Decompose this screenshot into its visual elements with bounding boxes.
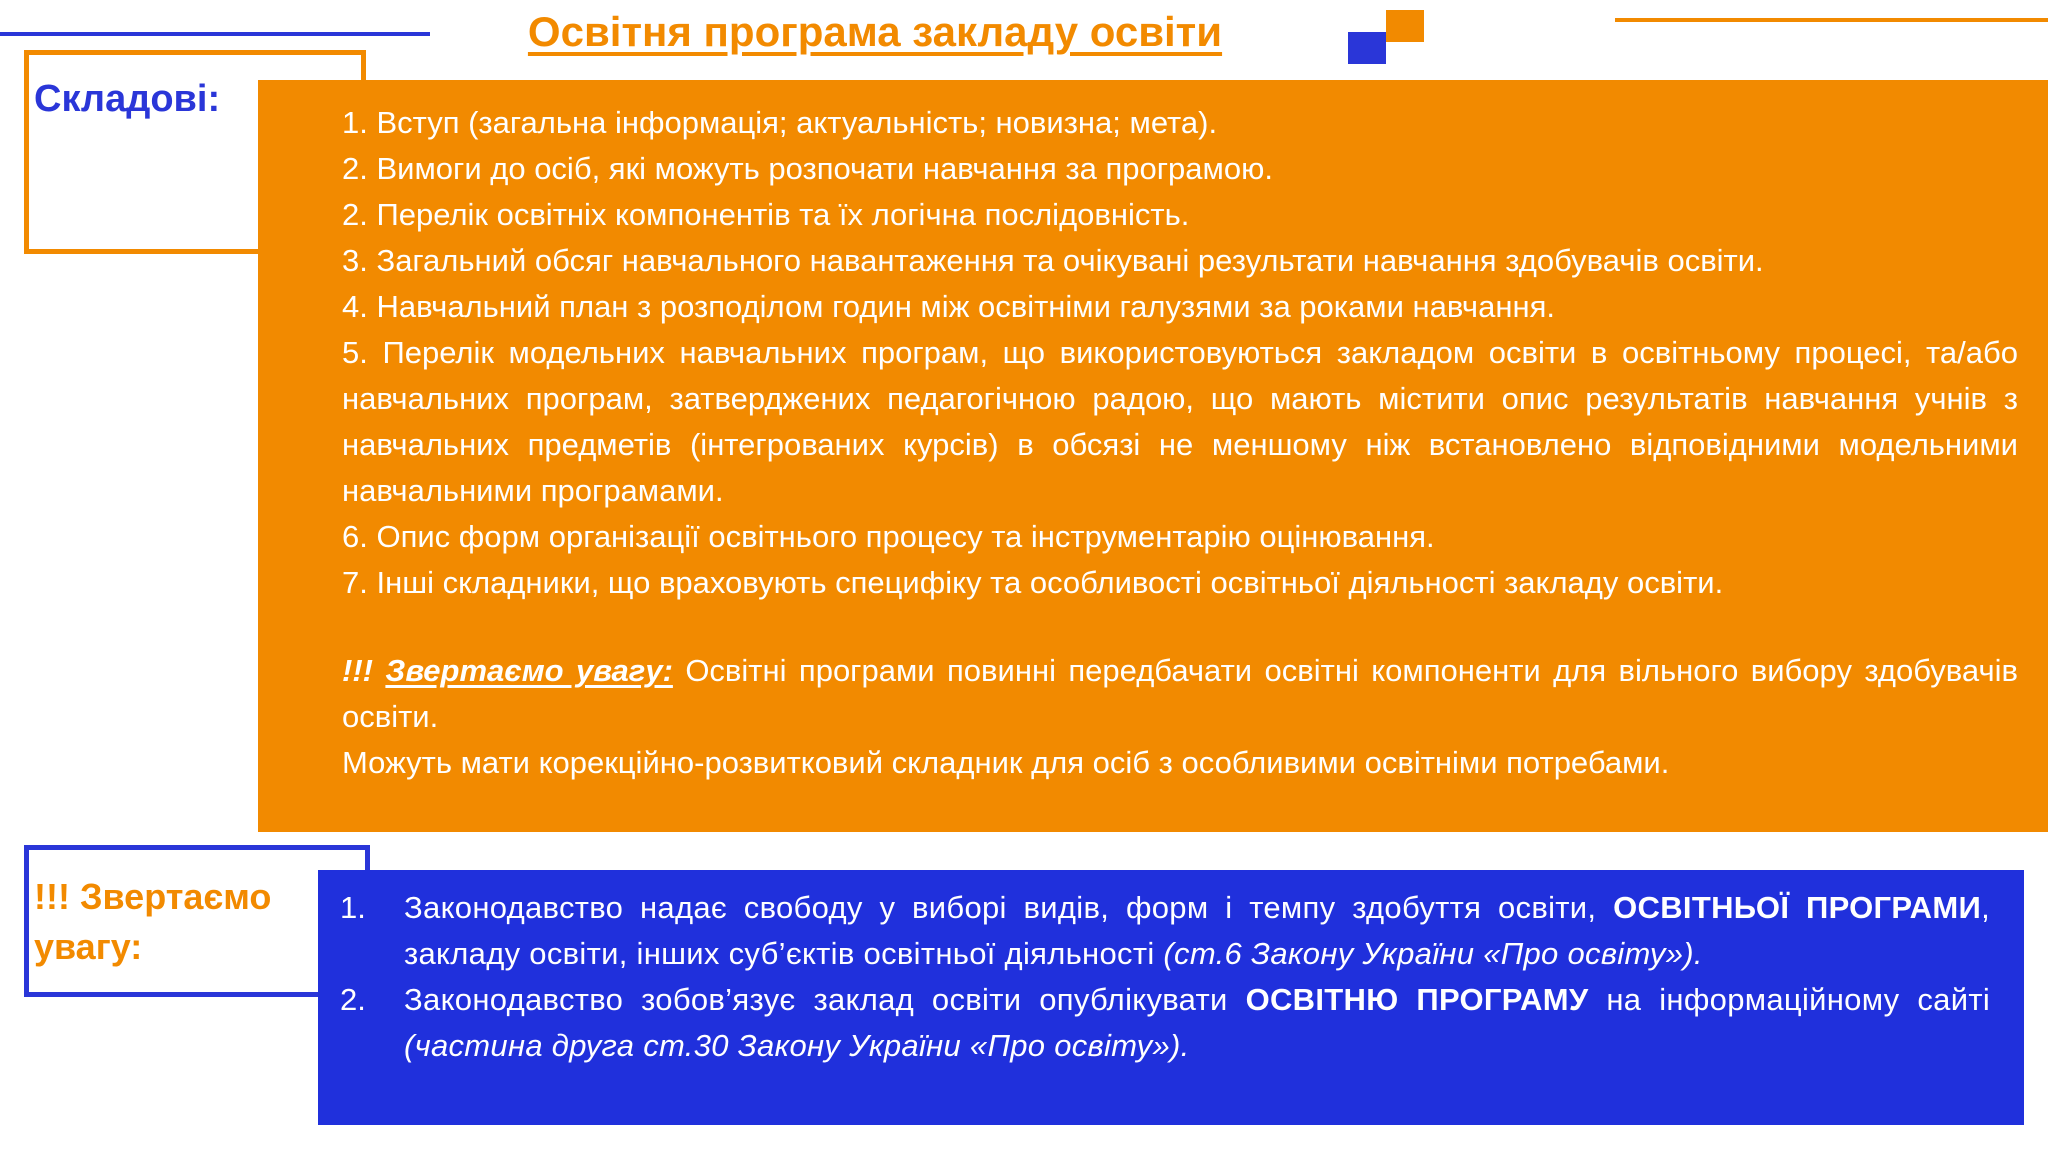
list-item: 2. Вимоги до осіб, які можуть розпочати навчання за програмою. xyxy=(342,151,1273,186)
list-item: 5. Перелік модельних навчальних програм, що використовуються закладом освіти в освітньому процесі, та/або навчальних програм, затверджених педагогічною радою, що мають містити опис результатів навчання учнів з навчальних предметів (інтегрованих курсів) в обсязі не меншому ніж встановлено відповідними модельними навчальними програмами. xyxy=(342,335,2018,508)
item-number: 1. xyxy=(340,890,366,925)
blue-square-decoration xyxy=(1348,32,1386,64)
list-item: 1. Вступ (загальна інформація; актуальність; новизна; мета). xyxy=(342,105,1218,140)
item-text: Законодавство зобов’язує заклад освіти опублікувати ОСВІТНЮ ПРОГРАМУ на інформаційному сайті (частина друга ст.30 Закону України «Про освіту»). xyxy=(404,982,1991,1063)
list-item xyxy=(340,885,1990,977)
attention-paragraph xyxy=(342,648,2018,740)
list-item xyxy=(340,977,1990,1069)
list-item: 4. Навчальний план з розподілом годин між освітніми галузями за роками навчання. xyxy=(342,289,1555,324)
list-item: 7. Інші складники, що враховують специфіку та особливості освітньої діяльності закладу освіти. xyxy=(342,565,1724,600)
attention-label: Звертаємо увагу: xyxy=(385,653,673,688)
list-item: 2. Перелік освітніх компонентів та їх логічна послідовність. xyxy=(342,197,1190,232)
top-right-orange-line xyxy=(1615,18,2048,22)
components-label: Складові: xyxy=(34,78,221,120)
attention-text: Освітні програми повинні передбачати освітні компоненти для вільного вибору здобувачів освіти. xyxy=(342,653,2018,734)
list-item: 3. Загальний обсяг навчального навантаження та очікувані результати навчання здобувачів освіти. xyxy=(342,243,1764,278)
attention-prefix: !!! xyxy=(342,653,373,688)
item-number: 2. xyxy=(340,982,366,1017)
legislation-list xyxy=(340,885,1990,1069)
attention-section-label: !!! Звертаємо увагу: xyxy=(34,876,272,967)
top-left-blue-line xyxy=(0,32,430,36)
components-list xyxy=(342,100,2018,786)
attention-note: Можуть мати корекційно-розвитковий складник для осіб з особливими освітніми потребами. xyxy=(342,745,1670,780)
orange-square-decoration xyxy=(1386,10,1424,42)
list-item: 6. Опис форм організації освітнього процесу та інструментарію оцінювання. xyxy=(342,519,1435,554)
page-title: Освітня програма закладу освіти xyxy=(527,8,1223,55)
item-text: Законодавство надає свободу у виборі видів, форм і темпу здобуття освіти, ОСВІТНЬОЇ ПРОГРАМИ, закладу освіти, інших суб’єктів освітньої діяльності (ст.6 Закону України «Про освіту»). xyxy=(404,890,1990,971)
